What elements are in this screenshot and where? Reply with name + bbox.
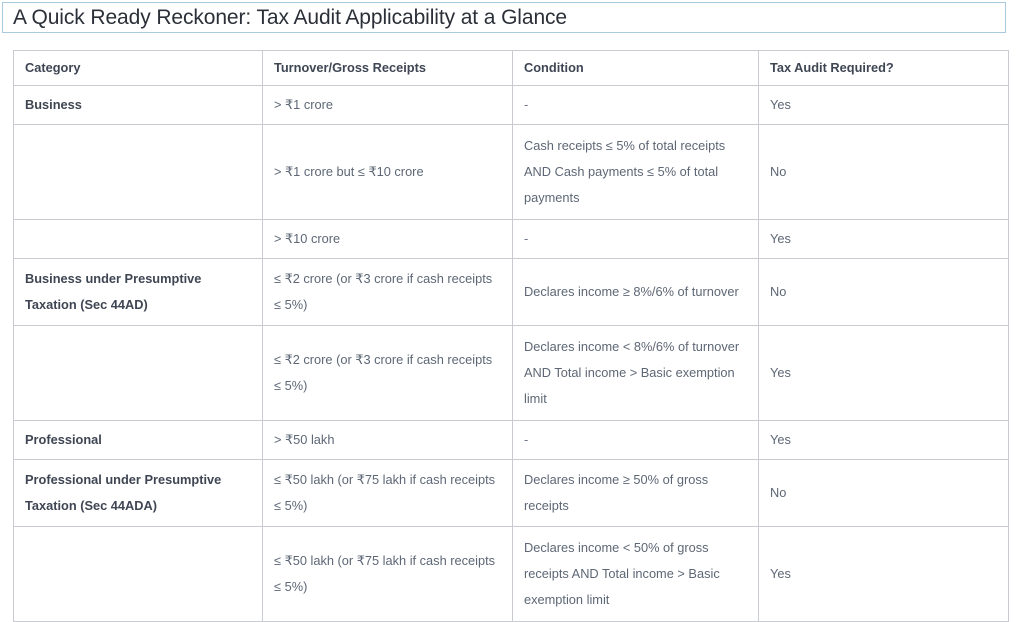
table-row — [14, 125, 1009, 220]
column-header-turnover: Turnover/Gross Receipts — [263, 51, 513, 86]
table-row — [14, 326, 1009, 421]
cell-required: Yes — [759, 421, 1009, 460]
cell-condition: - — [513, 86, 759, 125]
page-title: A Quick Ready Reckoner: Tax Audit Applicability at a Glance — [13, 5, 568, 29]
cell-turnover: ≤ ₹2 crore (or ₹3 crore if cash receipts ≤ 5%) — [263, 326, 513, 421]
cell-category — [14, 326, 263, 421]
table-header-row — [14, 51, 1009, 86]
cell-required: Yes — [759, 527, 1009, 622]
cell-condition: Cash receipts ≤ 5% of total receipts AND Cash payments ≤ 5% of total payments — [513, 125, 759, 220]
cell-turnover: ≤ ₹2 crore (or ₹3 crore if cash receipts ≤ 5%) — [263, 259, 513, 326]
tax-audit-applicability-table — [13, 50, 1009, 622]
cell-condition: - — [513, 220, 759, 259]
cell-required: No — [759, 460, 1009, 527]
cell-turnover: ≤ ₹50 lakh (or ₹75 lakh if cash receipts ≤ 5%) — [263, 527, 513, 622]
cell-category: Business under Presumptive Taxation (Sec 44AD) — [14, 259, 263, 326]
cell-turnover: > ₹1 crore but ≤ ₹10 crore — [263, 125, 513, 220]
cell-category — [14, 125, 263, 220]
cell-category: Business — [14, 86, 263, 125]
cell-category — [14, 220, 263, 259]
table-row — [14, 259, 1009, 326]
table-row — [14, 220, 1009, 259]
cell-category: Professional — [14, 421, 263, 460]
table-row — [14, 421, 1009, 460]
cell-condition: Declares income < 50% of gross receipts AND Total income > Basic exemption limit — [513, 527, 759, 622]
column-header-category: Category — [14, 51, 263, 86]
cell-required: No — [759, 259, 1009, 326]
cell-turnover: > ₹10 crore — [263, 220, 513, 259]
table-row — [14, 527, 1009, 622]
cell-condition: Declares income < 8%/6% of turnover AND Total income > Basic exemption limit — [513, 326, 759, 421]
cell-required: Yes — [759, 86, 1009, 125]
page-title-banner — [2, 2, 1006, 33]
cell-turnover: ≤ ₹50 lakh (or ₹75 lakh if cash receipts ≤ 5%) — [263, 460, 513, 527]
cell-condition: Declares income ≥ 50% of gross receipts — [513, 460, 759, 527]
cell-required: No — [759, 125, 1009, 220]
cell-turnover: > ₹50 lakh — [263, 421, 513, 460]
cell-turnover: > ₹1 crore — [263, 86, 513, 125]
tax-audit-table-container — [13, 50, 1008, 622]
table-row — [14, 460, 1009, 527]
column-header-required: Tax Audit Required? — [759, 51, 1009, 86]
cell-condition: Declares income ≥ 8%/6% of turnover — [513, 259, 759, 326]
cell-category: Professional under Presumptive Taxation (Sec 44ADA) — [14, 460, 263, 527]
cell-required: Yes — [759, 220, 1009, 259]
table-header — [14, 51, 1009, 86]
cell-condition: - — [513, 421, 759, 460]
table-row — [14, 86, 1009, 125]
table-body — [14, 86, 1009, 622]
cell-required: Yes — [759, 326, 1009, 421]
cell-category — [14, 527, 263, 622]
column-header-condition: Condition — [513, 51, 759, 86]
